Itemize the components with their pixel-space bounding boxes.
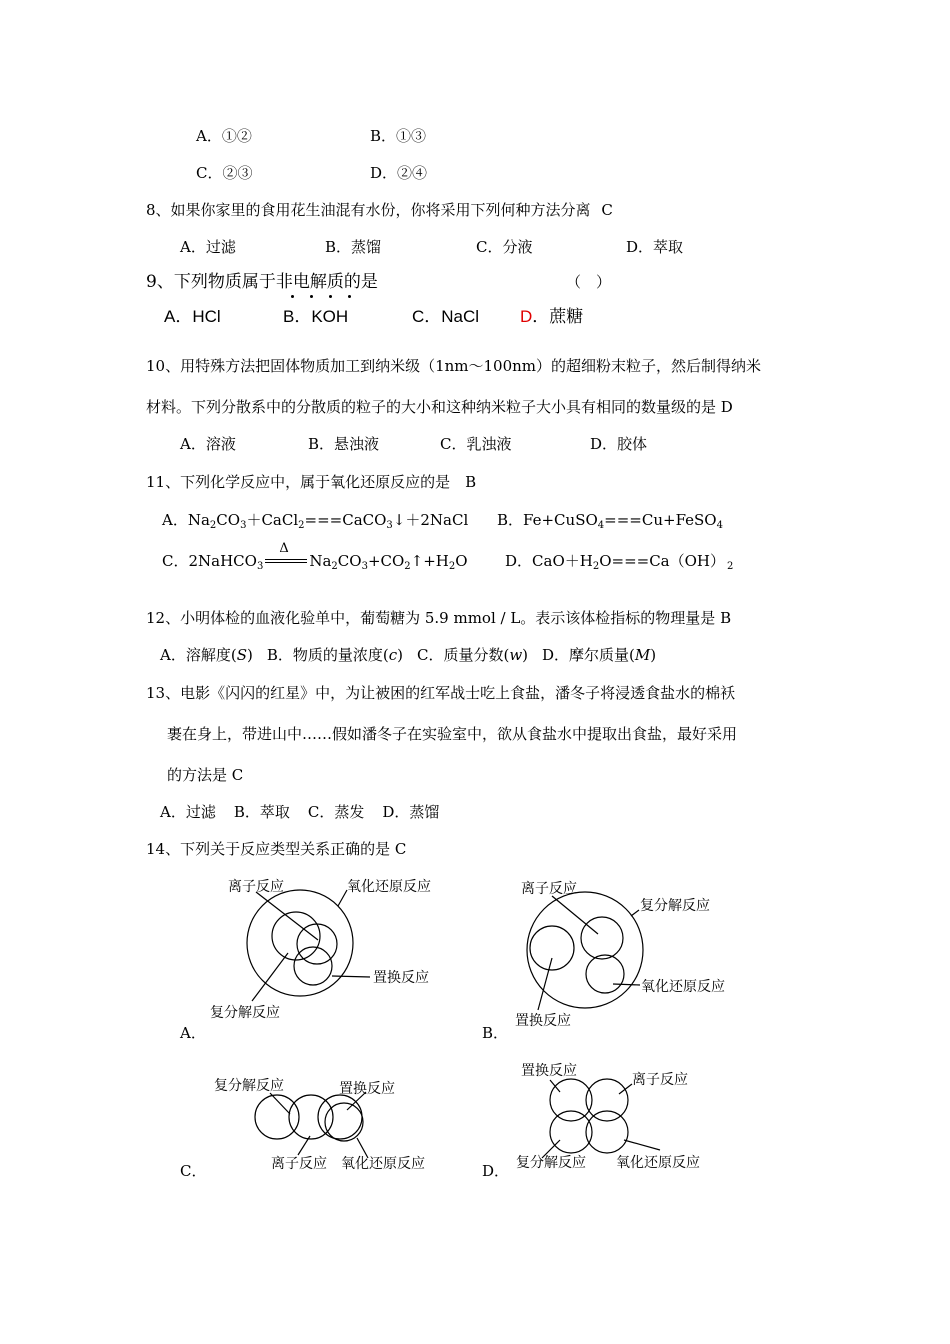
- t: ↓＋2NaCl: [392, 511, 469, 529]
- q10-stem-line1: 10、用特殊方法把固体物质加工到纳米级（1nm～100nm）的超细粉末粒子，然后制得纳米: [146, 357, 762, 375]
- q7-option-d: D．②④: [370, 164, 428, 182]
- q7-option-a: A．①②: [196, 127, 252, 145]
- q14-stem: 14、下列关于反应类型关系正确的是 C: [146, 840, 407, 858]
- q8-option-c: C．分液: [476, 238, 533, 256]
- option-c-label: C．: [180, 1162, 207, 1180]
- q9-option-c: C．NaCl: [412, 307, 480, 326]
- label-ionic: 离子反应: [228, 879, 284, 895]
- q12-stem: 12、小明体检的血液化验单中，葡萄糖为 5.9 mmol / L。表示该体检指标的物理量是 B: [146, 609, 732, 627]
- pointer-line: [613, 984, 640, 985]
- pointer-line: [552, 896, 598, 934]
- t: ): [397, 646, 403, 664]
- t: D．CaO＋H: [505, 552, 593, 570]
- label-displacement: 置换反应: [373, 970, 429, 986]
- q11-option-b: [497, 510, 723, 530]
- subscript: 2: [592, 561, 600, 572]
- subscript: 2: [331, 561, 338, 572]
- q10-option-c: C．乳浊液: [440, 435, 512, 453]
- emphasis-dot: [329, 295, 332, 298]
- q13-options: [160, 802, 439, 822]
- pointer-line: [332, 976, 370, 977]
- label-double-decomp: 复分解反应: [214, 1078, 284, 1094]
- q11-stem: 11、下列化学反应中，属于氧化还原反应的是 B: [146, 473, 477, 491]
- symbol: M: [634, 646, 651, 664]
- subscript: 2: [209, 520, 217, 531]
- t: C．蒸发: [307, 803, 365, 821]
- t: C．2NaHCO: [162, 552, 257, 570]
- t: C．质量分数(: [416, 646, 510, 664]
- label-redox: 氧化还原反应: [341, 1156, 425, 1172]
- t: CO: [337, 552, 362, 570]
- q7-option-c: C．②③: [196, 164, 253, 182]
- q12-options: [160, 645, 656, 665]
- q9-option-a: A．HCl: [164, 307, 221, 326]
- delta-symbol: Δ: [279, 541, 289, 556]
- subscript: 3: [240, 520, 247, 531]
- label-redox: 氧化还原反应: [347, 879, 431, 895]
- pointer-line: [619, 1084, 632, 1094]
- q8-option-b: B．蒸馏: [325, 238, 382, 256]
- subscript: 2: [404, 561, 411, 572]
- t: D．摩尔质量(: [542, 646, 635, 664]
- q8-stem: [146, 200, 613, 220]
- pointer-line: [631, 910, 639, 916]
- emphasis-dot: [291, 295, 294, 298]
- circle-displacement: [530, 926, 574, 970]
- t: A．过滤: [160, 803, 216, 821]
- circle-double-decomp: [255, 1095, 299, 1139]
- t: ): [522, 646, 529, 664]
- t: ↑+H: [410, 552, 449, 570]
- q11-option-c: [162, 541, 468, 572]
- q9-option-d: [520, 307, 583, 327]
- q7-option-b: B．①③: [370, 127, 427, 145]
- option-b-label: B．: [482, 1024, 509, 1042]
- t: A．溶解度(: [160, 646, 237, 664]
- subscript: 2: [448, 561, 456, 572]
- label-displacement: 置换反应: [515, 1013, 571, 1029]
- t: ===CaCO: [304, 511, 387, 529]
- label-ionic: 离子反应: [632, 1072, 688, 1088]
- circle-double-decomp: [297, 924, 337, 964]
- circle-double-decomp: [581, 917, 623, 959]
- symbol: S: [236, 646, 247, 664]
- label-redox: 氧化还原反应: [616, 1155, 700, 1171]
- q10-option-b: B．悬浊液: [308, 435, 380, 453]
- q9-blank: （ ）: [566, 273, 612, 291]
- option-a-label: A．: [180, 1024, 206, 1042]
- subscript: 3: [386, 520, 393, 531]
- label-double-decomp: 复分解反应: [210, 1005, 280, 1021]
- label-double-decomp: 复分解反应: [516, 1155, 586, 1171]
- pointer-line: [298, 1136, 310, 1155]
- label-ionic: 离子反应: [271, 1156, 327, 1172]
- pointer-line: [624, 1140, 660, 1150]
- subscript: 2: [298, 520, 305, 531]
- q13-stem-line1: 13、电影《闪闪的红星》中，为让被困的红军战士吃上食盐，潘冬子将浸透食盐水的棉袄: [146, 684, 736, 702]
- q9-answer-letter: D: [520, 307, 533, 326]
- q10-stem-line2: 材料。下列分散系中的分散质的粒子的大小和这种纳米粒子大小具有相同的数量级的是 D: [146, 398, 733, 416]
- t: CO: [216, 511, 241, 529]
- circle-redox: [586, 955, 624, 993]
- q13-stem-line2: 裹在身上，带进山中……假如潘冬子在实验室中，欲从食盐水中提取出食盐，最好采用: [167, 725, 738, 743]
- emphasis-dot: [310, 295, 313, 298]
- subscript: 3: [361, 561, 368, 572]
- q8-option-d: D．萃取: [626, 238, 684, 256]
- pointer-line: [270, 1093, 290, 1114]
- t: B．Fe+CuSO: [497, 511, 598, 529]
- subscript: 2: [727, 561, 734, 572]
- equals-line: [265, 562, 307, 563]
- q11-option-a: [162, 510, 468, 530]
- t: O: [455, 552, 468, 570]
- t: Na: [309, 552, 332, 570]
- pointer-line: [252, 953, 288, 1001]
- q9-option-b: B．KOH: [283, 307, 349, 326]
- label-ionic: 离子反应: [521, 881, 577, 897]
- subscript: 4: [597, 520, 605, 531]
- t: +CO: [367, 552, 405, 570]
- symbol: c: [388, 646, 398, 664]
- circle-displacement: [325, 1103, 363, 1141]
- heat-condition-arrow: [263, 541, 309, 571]
- subscript: 4: [716, 520, 723, 531]
- equals-line: [265, 559, 307, 560]
- pointer-line: [550, 1080, 560, 1092]
- q11-option-d: [505, 551, 733, 571]
- label-double-decomp: 复分解反应: [640, 898, 710, 914]
- subscript: 3: [256, 561, 264, 572]
- q10-option-a: A．溶液: [180, 435, 236, 453]
- q9-option-d-text: ．蔗糖: [532, 307, 584, 326]
- t: ): [650, 646, 657, 664]
- t: A．Na: [162, 511, 210, 529]
- q13-stem-line3: 的方法是 C: [167, 766, 244, 784]
- label-displacement: 置换反应: [339, 1081, 395, 1097]
- t: B．萃取: [233, 803, 290, 821]
- option-d-label: D．: [482, 1162, 510, 1180]
- t: ): [246, 646, 253, 664]
- t: ===Cu+FeSO: [604, 511, 717, 529]
- q9-stem: 9、下列物质属于非电解质的是: [146, 272, 378, 292]
- circle-ionic: [289, 1095, 333, 1139]
- label-displacement: 置换反应: [521, 1063, 577, 1079]
- t: ＋CaCl: [246, 511, 299, 529]
- q8-answer: C: [601, 201, 613, 219]
- t: O===Ca（OH）: [599, 552, 726, 570]
- q8-stem-text: 8、如果你家里的食用花生油混有水份，你将采用下列何种方法分离: [146, 201, 591, 219]
- q8-option-a: A．过滤: [180, 238, 236, 256]
- pointer-line: [338, 890, 347, 906]
- t: B．物质的量浓度(: [266, 646, 389, 664]
- symbol: w: [509, 646, 523, 664]
- t: D．蒸馏: [382, 803, 440, 821]
- emphasis-dot: [348, 295, 351, 298]
- q10-option-d: D．胶体: [590, 435, 648, 453]
- label-redox: 氧化还原反应: [641, 979, 725, 995]
